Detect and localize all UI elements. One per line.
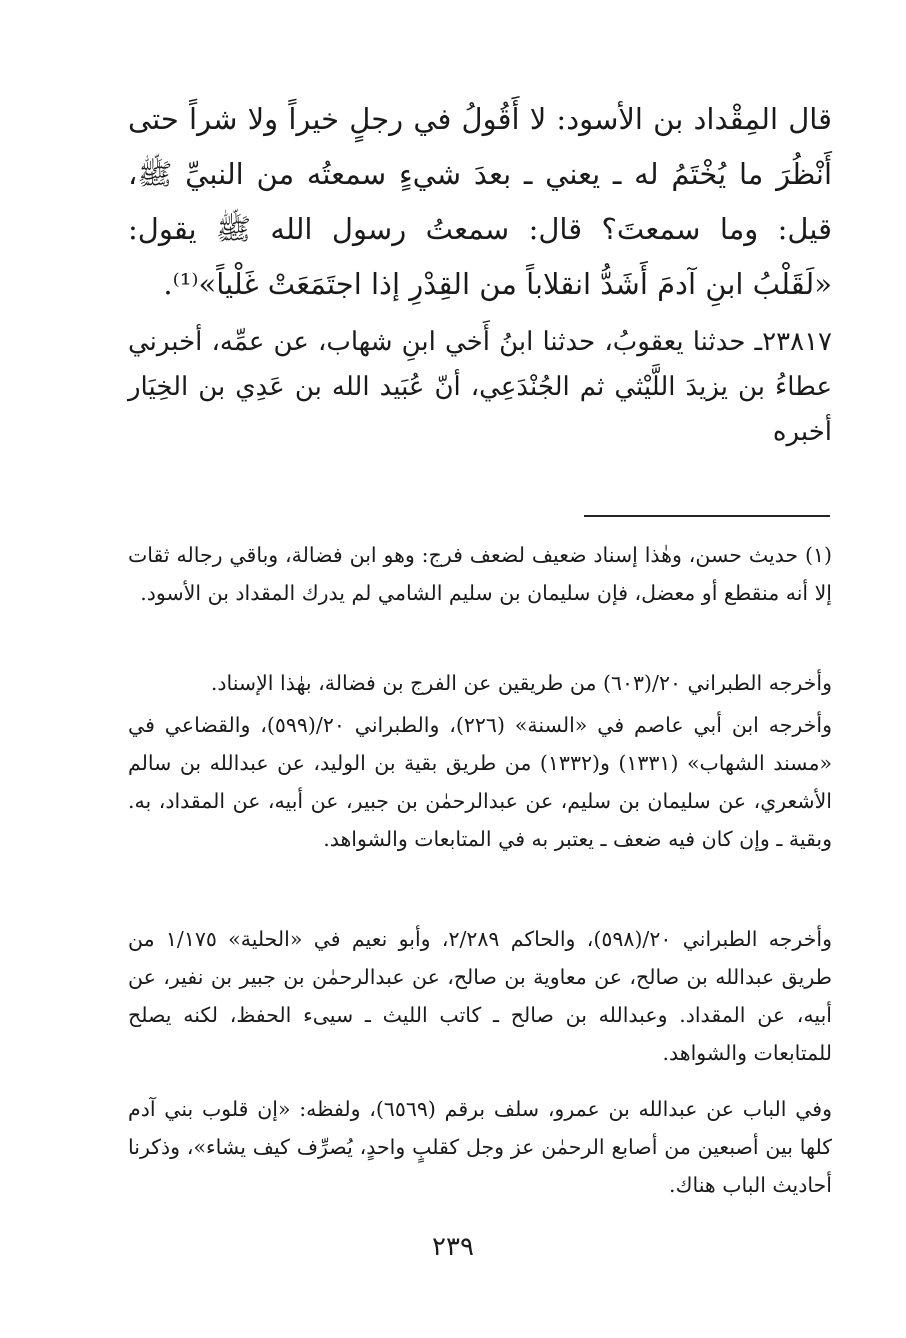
main-text-paragraph-1: قال المِقْداد بن الأسود: لا أَقُولُ في رجلٍ خيراً ولا شراً حتى أَنْظُرَ ما يُخْتَمُ له ـ يعني ـ بعدَ شيءٍ سمعتُه من النبيِّ ﷺ، قيل: وما سمعتَ؟ قال: سمعتُ رسول الله ﷺ يقول: «لَقَلْبُ ابنِ آدمَ أَشَدُّ انقلاباً من القِدْرِ إذا اجتَمَعَتْ غَلْياً»⁽¹⁾.	[128, 102, 832, 301]
footnote-3	[128, 706, 832, 858]
footnote-2	[128, 664, 832, 702]
footnote-text: (١) حديث حسن، وهٰذا إسناد ضعيف لضعف فرج: وهو ابن فضالة، وباقي رجاله ثقات إلا أنه منقطع أو معضل، فإن سليمان بن سليم الشامي لم يدرك المقداد بن الأسود.	[128, 543, 832, 605]
footnote-text: وفي الباب عن عبدالله بن عمرو، سلف برقم (٦٥٦٩)، ولفظه: «إن قلوب بني آدم كلها بين أصبعين من أصابع الرحمٰن عز وجل كقلبٍ واحدٍ، يُصرِّف كيف يشاء»، وذكرنا أحاديث الباب هناك.	[128, 1097, 832, 1197]
footnote-1	[128, 536, 832, 612]
footnote-4	[128, 920, 832, 1072]
footnote-text: وأخرجه الطبراني ٢٠/(٥٩٨)، والحاكم ٢/٢٨٩، وأبو نعيم في «الحلية» ١/١٧٥ من طريق عبدالله بن صالح، عن معاوية بن صالح، عن عبدالرحمٰن بن جبير بن نفير، عن أبيه، عن المقداد. وعبدالله بن صالح ـ كاتب الليث ـ سيىء الحفظ، لكنه يصلح للمتابعات والشواهد.	[128, 927, 832, 1065]
footnote-separator	[584, 515, 830, 517]
footnote-5	[128, 1090, 832, 1204]
page-number: ٢٣٩	[432, 1232, 474, 1262]
hadith-paragraph	[128, 320, 832, 455]
main-text-paragraph-2: ٢٣٨١٧ـ حدثنا يعقوبُ، حدثنا ابنُ أَخي ابنِ شهاب، عن عمِّه، أخبرني عطاءُ بن يزيدَ اللَّيْثي ثم الجُنْدَعِي، أنّ عُبَيد الله بن عَدِي بن الخِيَار أخبره	[128, 327, 832, 447]
footnote-text: وأخرجه الطبراني ٢٠/(٦٠٣) من طريقين عن الفرج بن فضالة، بهٰذا الإسناد.	[210, 671, 832, 695]
main-text-paragraph	[128, 92, 832, 312]
footnote-text: وأخرجه ابن أبي عاصم في «السنة» (٢٢٦)، والطبراني ٢٠/(٥٩٩)، والقضاعي في «مسند الشهاب» (١٣٣١) و(١٣٣٢) من طريق بقية بن الوليد، عن عبدالله بن سالم الأشعري، عن سليمان بن سليم، عن عبدالرحمٰن بن جبير، عن أبيه، عن المقداد، به. وبقية ـ وإن كان فيه ضعف ـ يعتبر به في المتابعات والشواهد.	[128, 713, 832, 851]
